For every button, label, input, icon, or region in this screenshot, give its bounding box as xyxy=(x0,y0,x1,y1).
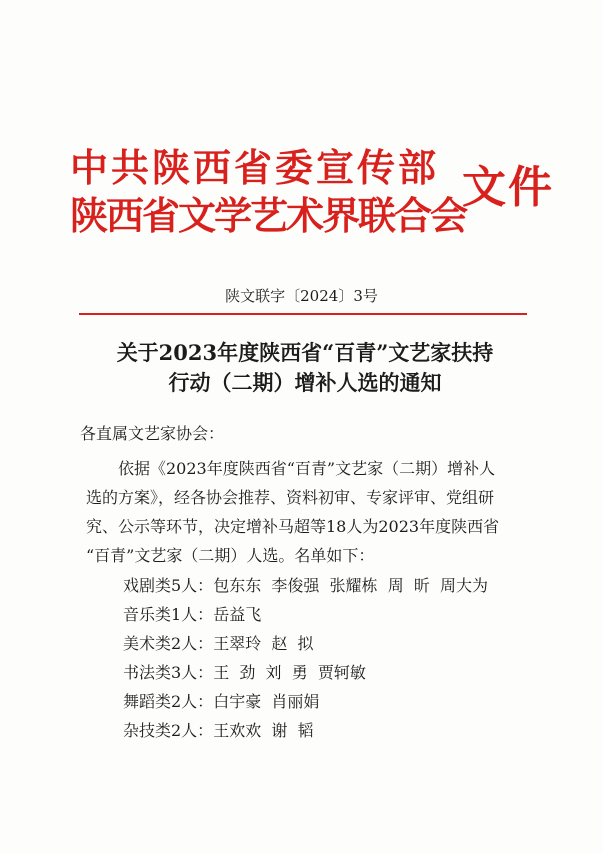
document-title-line-1: 关于2023年度陕西省“百青”文艺家扶持 xyxy=(116,340,494,365)
issuer-line-1: 中共陕西省委宣传部 xyxy=(70,146,440,190)
nominee-row xyxy=(123,575,488,597)
nominee-names: 岳益飞 xyxy=(213,605,262,624)
nominee-names: 白宇豪 肖丽娟 xyxy=(213,692,320,711)
red-divider xyxy=(79,313,527,315)
nominee-names: 包东东 李俊强 张耀栋 周 昕 周大为 xyxy=(213,576,489,595)
nominee-row xyxy=(123,720,314,742)
nominee-category: 音乐类1人： xyxy=(123,605,214,624)
body-paragraph-line: 究、公示等环节，决定增补马超等18人为2023年度陕西省 xyxy=(86,517,500,536)
nominee-row xyxy=(123,604,261,626)
nominee-row xyxy=(123,662,366,684)
nominee-category: 舞蹈类2人： xyxy=(123,692,214,711)
file-label: 文件 xyxy=(462,162,554,213)
issuer-line-2: 陕西省文学艺术界联合会 xyxy=(70,194,467,238)
nominee-category: 美术类2人： xyxy=(123,634,214,653)
body-paragraph-line: 依据《2023年度陕西省“百青”文艺家（二期）增补人 xyxy=(118,459,496,478)
nominee-row xyxy=(123,691,319,713)
body-paragraph-line: “百青”文艺家（二期）人选。名单如下： xyxy=(86,546,375,565)
nominee-row xyxy=(123,633,314,655)
document-number: 陕文联字〔2024〕3号 xyxy=(225,287,378,305)
salutation: 各直属文艺家协会： xyxy=(80,424,225,443)
nominee-category: 杂技类2人： xyxy=(123,721,214,740)
nominee-category: 戏剧类5人： xyxy=(123,576,214,595)
body-paragraph-line: 选的方案》，经各协会推荐、资料初审、专家评审、党组研 xyxy=(86,488,495,507)
nominee-category: 书法类3人： xyxy=(123,663,214,682)
nominee-names: 王翠玲 赵 拟 xyxy=(213,634,314,653)
nominee-names: 王欢欢 谢 韬 xyxy=(213,721,314,740)
document-title-line-2: 行动（二期）增补人选的通知 xyxy=(168,370,442,395)
nominee-names: 王 劲 刘 勇 贾轲敏 xyxy=(213,663,366,682)
